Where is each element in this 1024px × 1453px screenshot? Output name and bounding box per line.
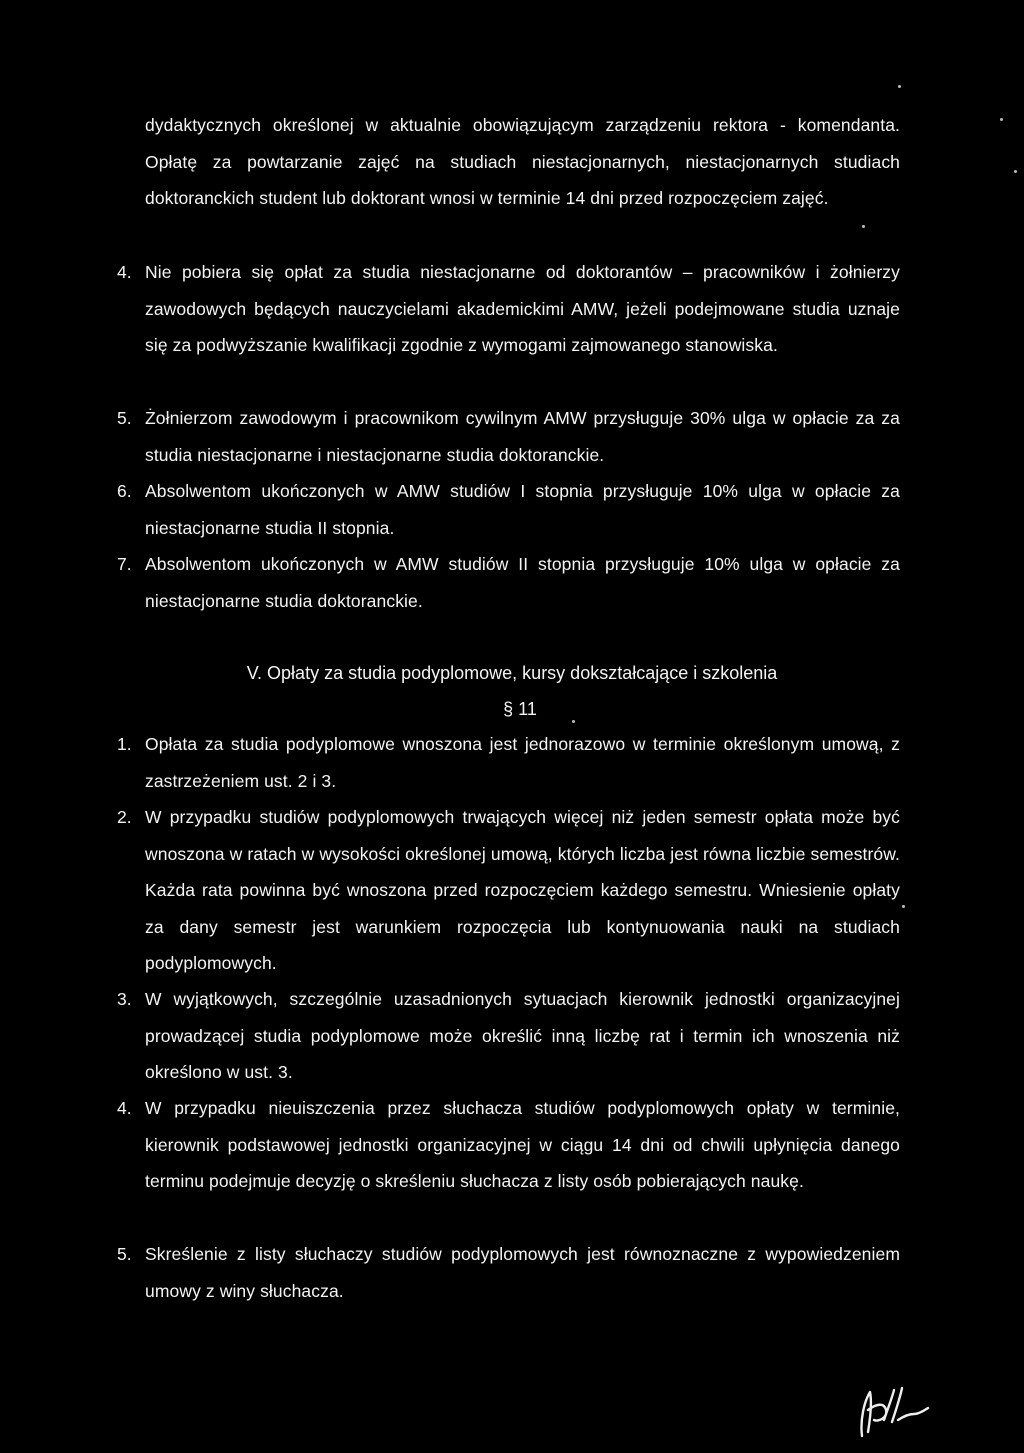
- signature-mark: [848, 1380, 938, 1440]
- scan-speck: [902, 905, 905, 908]
- list-item: Skreślenie z listy słuchaczy studiów podyplomowych jest równoznaczne z wypowiedzeniem umowy z winy słuchacza.: [145, 1244, 900, 1301]
- list-item: W przypadku studiów podyplomowych trwających więcej niż jeden semestr opłata może być wnoszona w ratach w wysokości określonej umową, których liczba jest równa liczbie semestrów. Każda rata powinna być wnoszona przed rozpoczęciem każdego semestru. Wniesienie opłaty za dany semestr jest warunkiem rozpoczęcia lub kontynuowania nauki na studiach podyplomowych.: [145, 807, 900, 973]
- scan-speck: [898, 85, 901, 88]
- paragraph-mark: § 11: [503, 699, 537, 719]
- item-number: 4.: [117, 262, 132, 282]
- list-item: Absolwentom ukończonych w AMW studiów I stopnia przysługuje 10% ulga w opłacie za niestacjonarne studia II stopnia.: [145, 481, 900, 538]
- item-number: 5.: [117, 1244, 132, 1264]
- list-item: Opłata za studia podyplomowe wnoszona jest jednorazowo w terminie określonym umową, z zastrzeżeniem ust. 2 i 3.: [145, 734, 900, 791]
- scan-speck: [1000, 118, 1003, 121]
- item-number: 6.: [117, 481, 132, 501]
- item-number: 4.: [117, 1098, 132, 1118]
- list-item: W wyjątkowych, szczególnie uzasadnionych sytuacjach kierownik jednostki organizacyjnej prowadzącej studia podyplomowe może określić inną liczbę rat i termin ich wnoszenia niż określono w ust. 3.: [145, 989, 900, 1082]
- item-number: 1.: [117, 734, 132, 754]
- item-number: 2.: [117, 807, 132, 827]
- list-item: Absolwentom ukończonych w AMW studiów II stopnia przysługuje 10% ulga w opłacie za niestacjonarne studia doktoranckie.: [145, 554, 900, 611]
- item-number: 7.: [117, 554, 132, 574]
- scan-speck: [1014, 170, 1017, 173]
- item-number: 3.: [117, 989, 132, 1009]
- list-item: Żołnierzom zawodowym i pracownikom cywilnym AMW przysługuje 30% ulga w opłacie za za studia niestacjonarne i niestacjonarne studia doktoranckie.: [145, 408, 900, 465]
- intro-paragraph: dydaktycznych określonej w aktualnie obowiązującym zarządzeniu rektora - komendanta. Opłatę za powtarzanie zajęć na studiach niestacjonarnych, niestacjonarnych studiach doktoranckich student lub doktorant wnosi w terminie 14 dni przed rozpoczęciem zajęć.: [145, 115, 900, 208]
- list-item: W przypadku nieuiszczenia przez słuchacza studiów podyplomowych opłaty w terminie, kierownik podstawowej jednostki organizacyjnej w ciągu 14 dni od chwili upłynięcia danego terminu podejmuje decyzję o skreśleniu słuchacza z listy osób pobierających naukę.: [145, 1098, 900, 1191]
- scan-speck: [572, 720, 575, 723]
- scan-speck: [862, 225, 865, 228]
- section-heading: V. Opłaty za studia podyplomowe, kursy dokształcające i szkolenia: [246, 663, 778, 683]
- item-number: 5.: [117, 408, 132, 428]
- list-item: Nie pobiera się opłat za studia niestacjonarne od doktorantów – pracowników i żołnierzy zawodowych będących nauczycielami akademickimi AMW, jeżeli podejmowane studia uznaje się za podwyższanie kwalifikacji zgodnie z wymogami zajmowanego stanowiska.: [145, 262, 900, 355]
